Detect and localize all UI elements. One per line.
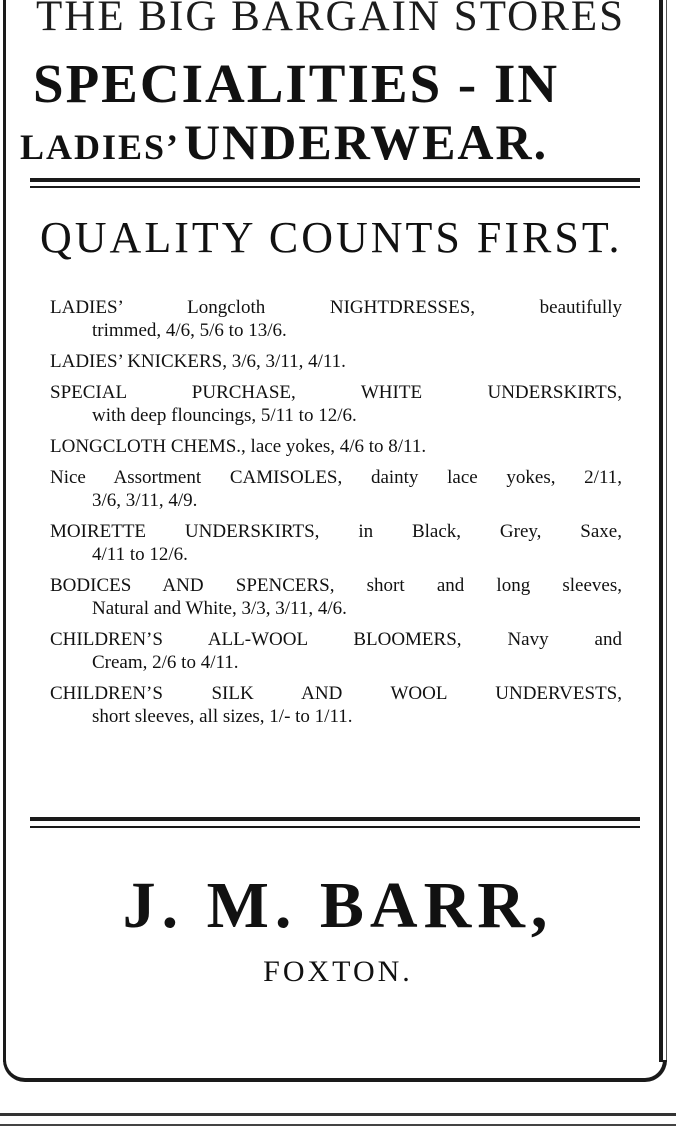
headline-underwear (20, 113, 548, 171)
item-lead: BODICES AND SPENCERS, short and long sleeves, (50, 575, 622, 596)
list-item (50, 435, 622, 458)
page-rule-2 (0, 1124, 676, 1126)
list-item (50, 682, 622, 728)
item-list (50, 296, 622, 736)
border-bottom (3, 1060, 667, 1082)
rule-top-2 (30, 186, 640, 188)
rule-bottom-2 (30, 826, 640, 828)
list-item (50, 381, 622, 427)
headline-underwear-word: UNDERWEAR. (184, 114, 549, 170)
list-item (50, 296, 622, 342)
list-item (50, 574, 622, 620)
store-name: THE BIG BARGAIN STORES (36, 0, 626, 40)
headline-ladies: LADIES’ (20, 127, 181, 167)
headline-specialities: SPECIALITIES - IN (33, 53, 560, 114)
item-cont: 3/6, 3/11, 4/9. (92, 490, 198, 511)
town-name: FOXTON. (263, 955, 413, 988)
item-cont: with deep flouncings, 5/11 to 12/6. (92, 405, 357, 426)
item-lead: LADIES’ Longcloth NIGHTDRESSES, beautifully (50, 297, 622, 318)
list-item (50, 520, 622, 566)
list-item (50, 628, 622, 674)
item-lead: LADIES’ KNICKERS, 3/6, 3/11, 4/11. (50, 351, 346, 372)
item-cont: trimmed, 4/6, 5/6 to 13/6. (92, 320, 287, 341)
rule-top-1 (30, 178, 640, 182)
item-lead: Nice Assortment CAMISOLES, dainty lace yokes, 2/11, (50, 467, 622, 488)
item-cont: short sleeves, all sizes, 1/- to 1/11. (92, 706, 353, 727)
list-item (50, 466, 622, 512)
item-lead: SPECIAL PURCHASE, WHITE UNDERSKIRTS, (50, 382, 622, 403)
item-lead: CHILDREN’S ALL-WOOL BLOOMERS, Navy and (50, 629, 622, 650)
item-lead: MOIRETTE UNDERSKIRTS, in Black, Grey, Saxe, (50, 521, 622, 542)
slogan: QUALITY COUNTS FIRST. (40, 213, 623, 262)
item-lead: LONGCLOTH CHEMS., lace yokes, 4/6 to 8/11. (50, 436, 427, 457)
proprietor-name: J. M. BARR, (122, 869, 554, 942)
item-cont: Cream, 2/6 to 4/11. (92, 652, 239, 673)
item-cont: Natural and White, 3/3, 3/11, 4/6. (92, 598, 347, 619)
list-item (50, 350, 622, 373)
item-lead: CHILDREN’S SILK AND WOOL UNDERVESTS, (50, 683, 622, 704)
rule-bottom-1 (30, 817, 640, 821)
page-rule-1 (0, 1113, 676, 1116)
item-cont: 4/11 to 12/6. (92, 544, 188, 565)
